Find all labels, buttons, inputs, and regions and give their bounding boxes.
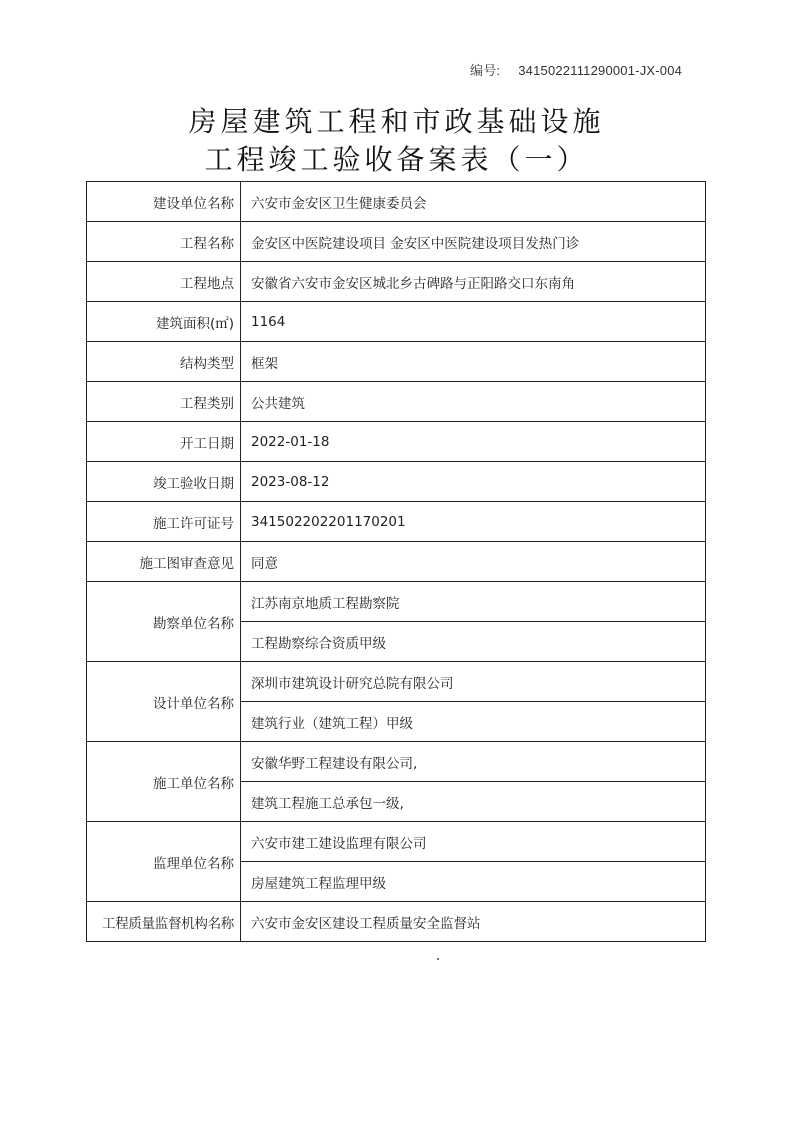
row-quality-supervision bbox=[87, 902, 706, 942]
label-permit-number: 施工许可证号 bbox=[87, 502, 241, 542]
row-drawing-review bbox=[87, 542, 706, 582]
value-supervision-unit-qualification: 房屋建筑工程监理甲级 bbox=[241, 862, 706, 902]
value-project-category: 公共建筑 bbox=[241, 382, 706, 422]
label-start-date: 开工日期 bbox=[87, 422, 241, 462]
value-design-unit-qualification: 建筑行业（建筑工程）甲级 bbox=[241, 702, 706, 742]
serial-value: 3415022111290001-JX-004 bbox=[518, 63, 683, 78]
label-quality-supervision: 工程质量监督机构名称 bbox=[87, 902, 241, 942]
value-quality-supervision: 六安市金安区建设工程质量安全监督站 bbox=[241, 902, 706, 942]
row-supervision-unit bbox=[87, 822, 706, 862]
row-floor-area bbox=[87, 302, 706, 342]
label-project-name: 工程名称 bbox=[87, 222, 241, 262]
value-acceptance-date: 2023-08-12 bbox=[241, 462, 706, 502]
row-structure-type bbox=[87, 342, 706, 382]
value-project-name: 金安区中医院建设项目 金安区中医院建设项目发热门诊 bbox=[241, 222, 706, 262]
value-permit-number: 341502202201170201 bbox=[241, 502, 706, 542]
row-design-unit bbox=[87, 662, 706, 702]
form-title-line1: 房屋建筑工程和市政基础设施 bbox=[188, 105, 605, 138]
value-project-location: 安徽省六安市金安区城北乡古碑路与正阳路交口东南角 bbox=[241, 262, 706, 302]
value-design-unit-name: 深圳市建筑设计研究总院有限公司 bbox=[241, 662, 706, 702]
value-structure-type: 框架 bbox=[241, 342, 706, 382]
row-contractor-unit bbox=[87, 742, 706, 782]
value-survey-unit-qualification: 工程勘察综合资质甲级 bbox=[241, 622, 706, 662]
row-start-date bbox=[87, 422, 706, 462]
row-project-name bbox=[87, 222, 706, 262]
row-construction-unit bbox=[87, 182, 706, 222]
row-project-location bbox=[87, 262, 706, 302]
value-survey-unit-name: 江苏南京地质工程勘察院 bbox=[241, 582, 706, 622]
filing-form-table bbox=[86, 181, 706, 942]
label-acceptance-date: 竣工验收日期 bbox=[87, 462, 241, 502]
value-construction-unit: 六安市金安区卫生健康委员会 bbox=[241, 182, 706, 222]
label-supervision-unit: 监理单位名称 bbox=[87, 822, 241, 902]
value-contractor-unit-name: 安徽华野工程建设有限公司, bbox=[241, 742, 706, 782]
row-permit-number bbox=[87, 502, 706, 542]
value-floor-area: 1164 bbox=[241, 302, 706, 342]
scan-speck bbox=[437, 958, 439, 960]
serial-number bbox=[470, 60, 682, 79]
label-design-unit: 设计单位名称 bbox=[87, 662, 241, 742]
value-drawing-review: 同意 bbox=[241, 542, 706, 582]
value-supervision-unit-name: 六安市建工建设监理有限公司 bbox=[241, 822, 706, 862]
label-structure-type: 结构类型 bbox=[87, 342, 241, 382]
label-floor-area: 建筑面积(㎡) bbox=[87, 302, 241, 342]
form-title-line2: 工程竣工验收备案表（一） bbox=[204, 143, 589, 176]
row-project-category bbox=[87, 382, 706, 422]
row-acceptance-date bbox=[87, 462, 706, 502]
row-survey-unit bbox=[87, 582, 706, 622]
label-construction-unit: 建设单位名称 bbox=[87, 182, 241, 222]
value-start-date: 2022-01-18 bbox=[241, 422, 706, 462]
label-project-category: 工程类别 bbox=[87, 382, 241, 422]
label-contractor-unit: 施工单位名称 bbox=[87, 742, 241, 822]
label-survey-unit: 勘察单位名称 bbox=[87, 582, 241, 662]
value-contractor-unit-qualification: 建筑工程施工总承包一级, bbox=[241, 782, 706, 822]
serial-label: 编号: bbox=[470, 63, 501, 78]
label-project-location: 工程地点 bbox=[87, 262, 241, 302]
label-drawing-review: 施工图审查意见 bbox=[87, 542, 241, 582]
